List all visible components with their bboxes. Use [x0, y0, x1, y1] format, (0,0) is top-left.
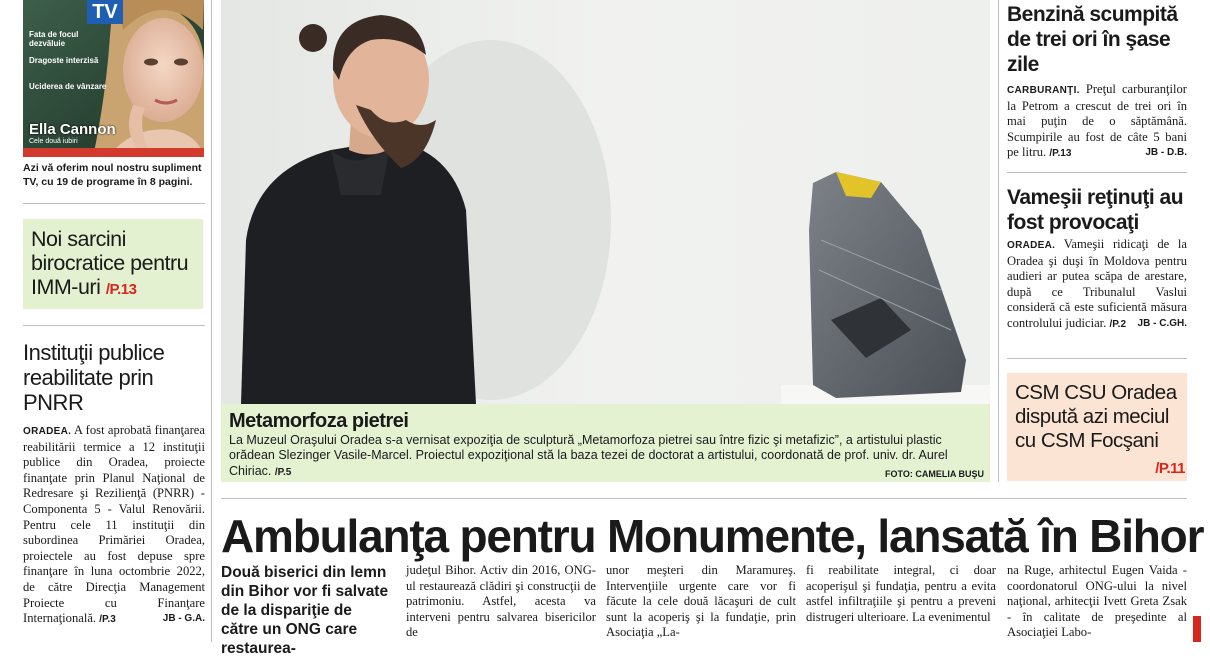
tv-cover-headline-1: Fata de focul dezvăluie: [29, 30, 79, 48]
column-divider: [211, 0, 212, 642]
right-article-1-kicker: CARBURANŢI.: [1007, 85, 1080, 96]
right-article-1-title[interactable]: Benzină scumpită de trei ori în şase zile: [1007, 3, 1178, 76]
left-article-kicker: ORADEA.: [23, 426, 72, 437]
promo-right-title: CSM CSU Oradea dispută azi meciul cu CSM Focşani /P.11: [1015, 381, 1185, 481]
feature-text: La Muzeul Oraşului Oradea s-a vernisat expoziţia de sculptură „Metamorfoza pietrei sau între fizic şi metafizic”, a artistului plastic orădean Slezinger Vasile-Marcel. Proiectul expoziţional stă la baza tezei de doctorat a artistului, coordonată de prof. univ. dr. Aurel Chiriac. /P.5 FOTO: CAMELIA BUŞU: [229, 433, 984, 482]
tv-cover-headline-2: Dragoste interzisă: [29, 56, 99, 65]
tv-supplement-caption: Azi vă oferim noul nostru supliment TV, cu 19 de programe în 8 pagini.: [23, 162, 202, 188]
feature-title[interactable]: Metamorfoza pietrei: [229, 410, 409, 432]
main-deck: Două biserici din lemn din Bihor vor fi salvate de la dispariţie de către un ONG care restaurea-: [221, 564, 389, 657]
left-article-body: ORADEA. A fost aprobată finanţarea reabilitării termice a 12 instituţii publice din Oradea, proiecte finanţate prin Planul Naţional de Redresare şi Rezilienţă (PNRR) - Componenta 5 - Valul Renovării. Pentru cele 11 instituţii din subordinea Primăriei Oradea, proiectele au fost depuse spre finanţare în luna octombrie 2022, de către Direcţia Management Proiecte cu Finanţare Internaţională. /P.3 JB - G.A.: [23, 423, 205, 626]
divider: [1007, 358, 1187, 359]
tv-cover-name: Ella Cannon: [29, 121, 116, 138]
divider: [1007, 172, 1187, 173]
right-article-2-kicker: ORADEA.: [1007, 240, 1056, 251]
left-article-page-ref: /P.3: [99, 614, 116, 626]
main-column-3: fi reabilitate integral, ci doar acoperişul şi fundaţia, pentru a evita astfel infiltraţiile şi pentru a preveni distrugeri ulterioare. La evenimentul: [806, 563, 996, 624]
divider: [23, 203, 205, 204]
feature-photo[interactable]: [221, 0, 990, 404]
column-divider: [998, 0, 999, 482]
left-article-title[interactable]: Instituţii publice reabilitate prin PNRR: [23, 340, 165, 415]
promo-box-left[interactable]: [23, 219, 203, 309]
tv-supplement-cover[interactable]: [23, 0, 204, 157]
promo-right-page-ref: /P.11: [1155, 460, 1185, 477]
feature-caption-box: [221, 404, 990, 482]
right-article-1-page-ref: /P.13: [1049, 148, 1072, 160]
right-article-2-page-ref: /P.2: [1109, 318, 1126, 330]
main-column-1: judeţul Bihor. Activ din 2016, ONG-ul restaurează clădiri şi construcţii de patrimoniu. Astfel, acesta va interveni pentru salvarea bisericilor de: [406, 563, 596, 640]
promo-box-right[interactable]: [1007, 373, 1187, 481]
right-article-1-body: CARBURANŢI. Preţul carburanţilor la Petrom a crescut de trei ori în mai puţin de o săptămână. Scumpirile au fost de câte 5 bani pe litru. /P.13 JB - D.B.: [1007, 82, 1187, 160]
tv-cover-headline-3: Uciderea de vânzare: [29, 82, 107, 91]
feature-page-ref: /P.5: [274, 466, 292, 478]
left-article-signature: JB - G.A.: [162, 613, 205, 625]
main-column-4: na Ruge, arhitectul Eugen Vaida - coordonatorul ONG-ului la nivel naţional, arhitecţii Ivett Greta Zsak - în calitate de preşedinte al Asociaţiei Labo-: [1007, 563, 1187, 640]
divider: [221, 498, 1187, 499]
right-article-2-body: ORADEA. Vameşii ridicaţi de la Oradea şi duşi în Moldova pentru audieri ar putea scăpa de arestare, după ce Tribunalul Vaslui consideră că este suficientă măsura controlului judiciar. /P.2 JB - C.GH.: [1007, 237, 1187, 330]
right-article-2-signature: JB - C.GH.: [1137, 317, 1187, 329]
main-column-2: unor meşteri din Maramureş. Intervenţiile urgente care vor fi făcute la cele două lăcaşuri de cult sunt la acoperiş şi la fundaţie, prin Asociaţia „La-: [606, 563, 796, 640]
right-article-1-signature: JB - D.B.: [1145, 147, 1187, 159]
right-article-2-title[interactable]: Vameşii reţinuţi au fost provocaţi: [1007, 186, 1184, 234]
divider: [23, 325, 205, 326]
photo-credit: FOTO: CAMELIA BUŞU: [885, 468, 984, 479]
tv-cover-tagline: Cele două iubiri: [29, 138, 78, 145]
feature-photo-image: [221, 0, 990, 404]
tv-logo: TV: [87, 0, 123, 24]
promo-left-title: Noi sarcini birocratice pentru IMM-uri /P.13: [31, 227, 189, 299]
red-marker: [1193, 616, 1201, 642]
main-headline[interactable]: Ambulanţa pentru Monumente, lansată în Bihor: [221, 510, 1204, 562]
promo-left-page-ref: /P.13: [105, 281, 137, 298]
